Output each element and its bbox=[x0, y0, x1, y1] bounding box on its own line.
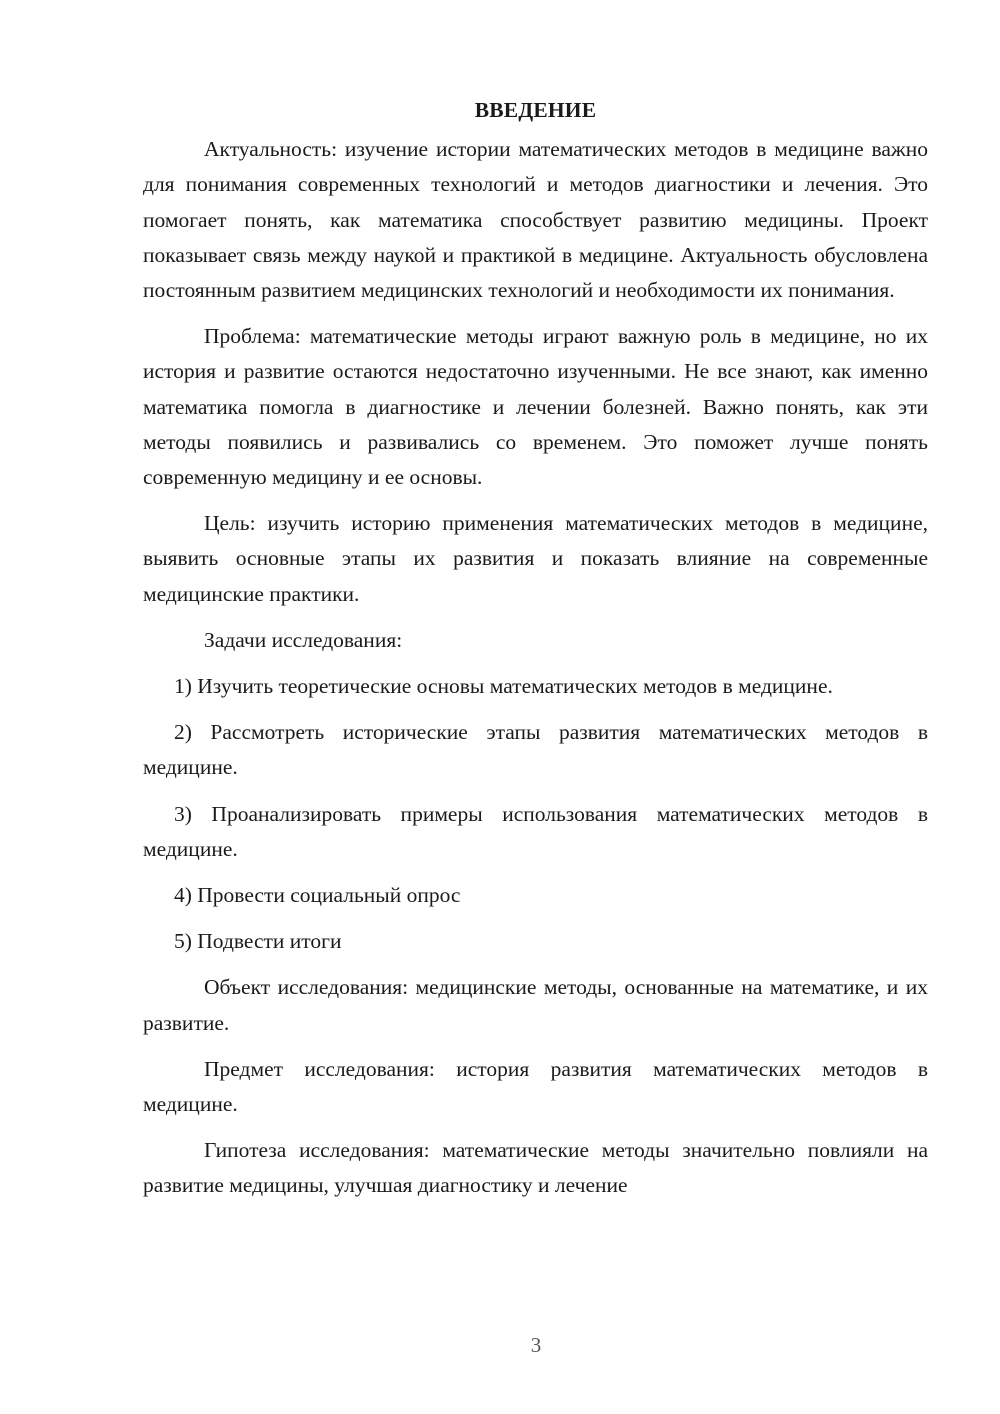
task-item-3: 3) Проанализировать примеры использования математических методов в медицине. bbox=[143, 801, 928, 861]
section-title: ВВЕДЕНИЕ bbox=[474, 98, 597, 122]
page-content bbox=[143, 93, 928, 1215]
goal-paragraph: Цель: изучить историю применения математических методов в медицине, выявить основные этапы их развития и показать влияние на современные медицинские практики. bbox=[143, 511, 928, 606]
tasks-heading: Задачи исследования: bbox=[204, 627, 403, 652]
task-item-4: 4) Провести социальный опрос bbox=[174, 883, 461, 908]
hypothesis-paragraph: Гипотеза исследования: математические методы значительно повлияли на развитие медицины, улучшая диагностику и лечение bbox=[143, 1138, 928, 1198]
object-paragraph: Объект исследования: медицинские методы, основанные на математике, и их развитие. bbox=[143, 975, 928, 1035]
problem-paragraph: Проблема: математические методы играют важную роль в медицине, но их история и развитие остаются недостаточно изученными. Не все знают, как именно математика помогла в диагностике и лечении болезней. Важно понять, как эти методы появились и развивались со временем. Это поможет лучше понять современную медицину и ее основы. bbox=[143, 324, 928, 490]
page-number: 3 bbox=[530, 1333, 542, 1357]
task-item-2: 2) Рассмотреть исторические этапы развития математических методов в медицине. bbox=[143, 720, 928, 780]
task-item-5: 5) Подвести итоги bbox=[174, 929, 342, 954]
relevance-paragraph: Актуальность: изучение истории математических методов в медицине важно для понимания современных технологий и методов диагностики и лечения. Это помогает понять, как математика способствует развитию медицины. Проект показывает связь между наукой и практикой в медицине. Актуальность обусловлена постоянным развитием медицинских технологий и необходимости их понимания. bbox=[143, 137, 928, 303]
subject-paragraph: Предмет исследования: история развития математических методов в медицине. bbox=[143, 1056, 928, 1117]
task-item-1: 1) Изучить теоретические основы математических методов в медицине. bbox=[174, 674, 833, 699]
